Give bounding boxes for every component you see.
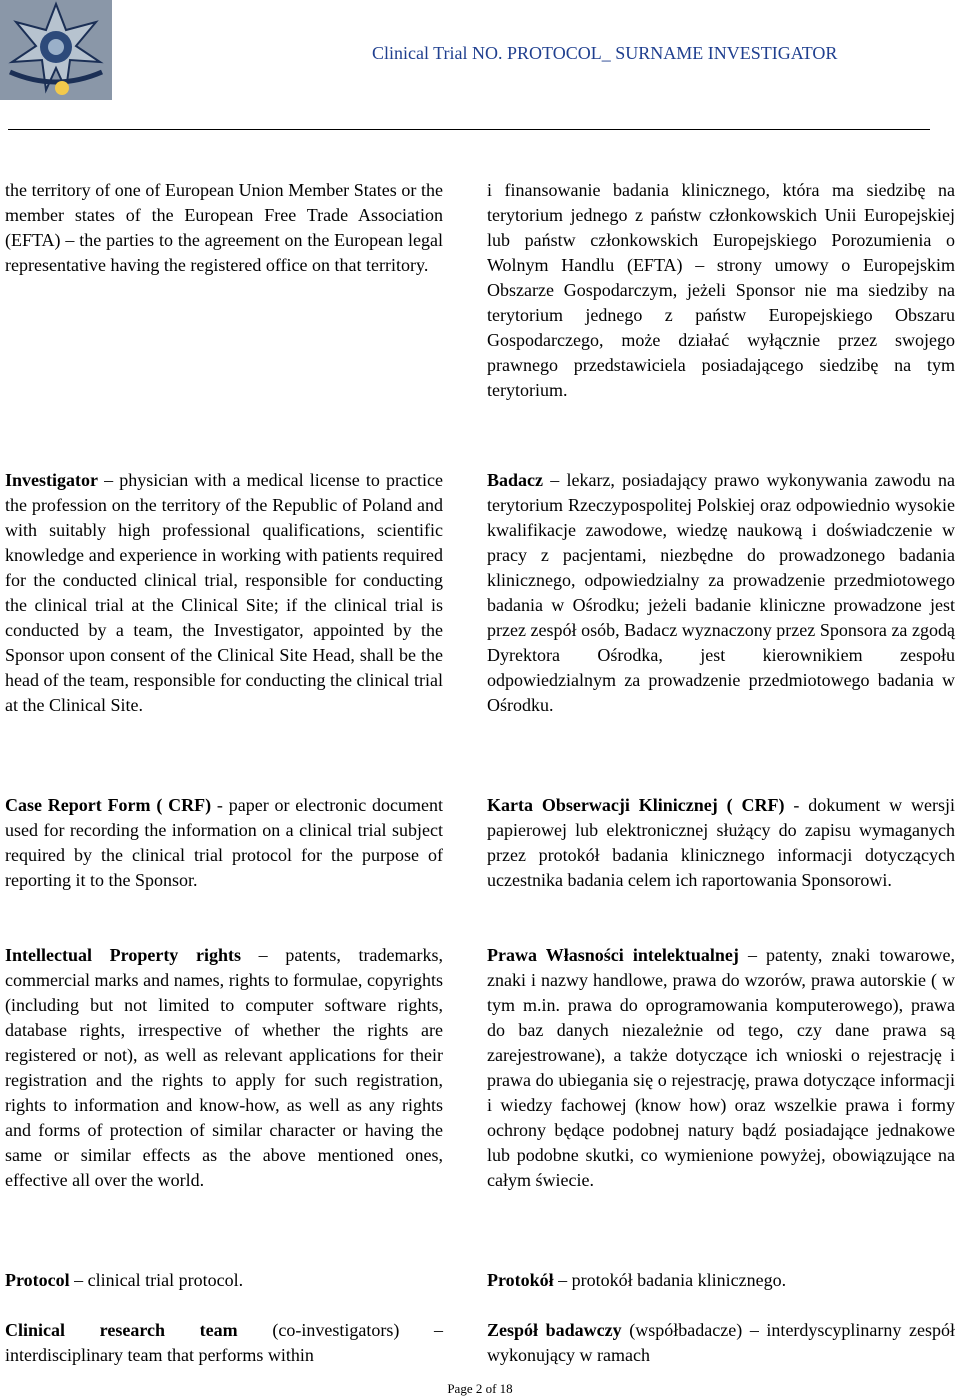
header-divider: [8, 129, 930, 130]
definicja-crf: Karta Obserwacji Klinicznej ( CRF) - dokument w wersji papierowej lub elektronicznej służący do zapisu wymaganych przez protokół badania klinicznego informacji dotyczących uczestnika badania celem ich raportowania Sponsorowi.: [487, 795, 955, 890]
page-number: Page 2 of 18: [447, 1381, 513, 1396]
definition-paragraph: the territory of one of European Union Member States or the member states of the European Free Trade Association (EFTA) – the parties to the agreement on the European legal representative having the registered office on that territory.: [5, 180, 443, 275]
definition-crf: Case Report Form ( CRF) - paper or electronic document used for recording the information on a clinical trial subject required by the clinical trial protocol for the purpose of reporting it to the Sponsor.: [5, 795, 443, 890]
cross-emblem-logo: [0, 0, 112, 100]
definicja-prawa-wlasnosci: Prawa Własności intelektualnej – patenty, znaki towarowe, znaki i nazwy handlowe, prawa do wzorów, prawa autorskie ( w tym m.in. prawa do oprogramowania komputerowego), prawa do baz danych niezależnie od tego, czy dane prawa są zarejestrowane), a także dotyczące ich wnioski o rejestrację i prawa do ubiegania się o rejestrację, prawa dotyczące informacji i wiedzy fachowej (know how) oraz wszelkie prawa i formy ochrony będące podobnej natury bądź posiadające jednakowe lub podobne skutki, co wymienione powyżej, obowiązujące na całym świecie.: [487, 945, 955, 1190]
definicja-zespol: Zespół badawczy (współbadacze) – interdyscyplinarny zespół wykonujący w ramach: [487, 1320, 956, 1365]
definicja-badacz: Badacz – lekarz, posiadający prawo wykonywania zawodu na terytorium Rzeczypospolitej Polskiej oraz odpowiednio wysokie kwalifikacje zawodowe, wiedzę naukową i doświadczenie w pracy z pacjentami, niezbędne do prowadzonego badania klinicznego, odpowiedzialny za prowadzenie przedmiotowego badania w Ośrodku; jeżeli badanie kliniczne prowadzone jest przez zespół osób, Badacz wyznaczony przez Sponsora za zgodą Dyrektora Ośrodka, jest kierownikiem zespołu odpowiedzialnym za prowadzenie przedmiotowego badania w Ośrodku.: [487, 470, 955, 715]
definicja-paragraf: i finansowanie badania klinicznego, która ma siedzibę na terytorium jednego z państw członkowskich Unii Europejskiej lub państw członkowskich Europejskiego Porozumienia o Wolnym Handlu (EFTA) – strony umowy o Europejskim Obszarze Gospodarczym, jeżeli Sponsor nie ma siedziby na terytorium jednego z państw Europejskiego Obszaru Gospodarczego, może działać wyłącznie przez swojego prawnego przedstawiciela posiadającego siedzibę na tym terytorium.: [487, 180, 955, 400]
definition-research-team: Clinical research team (co-investigators) – interdisciplinary team that performs within: [5, 1320, 443, 1365]
page-header: [0, 0, 960, 132]
definition-investigator: Investigator – physician with a medical license to practice the profession on the territory of the Republic of Poland and with suitably high professional qualifications, scientific knowledge and experience in working with patients required for the conducted clinical trial, responsible for conducting the clinical trial at the Clinical Site; if the clinical trial is conducted by a team, the Investigator, appointed by the Sponsor upon consent of the Clinical Site Head, shall be the head of the team, responsible for conducting the clinical trial at the Clinical Site.: [5, 470, 443, 715]
definition-protocol: Protocol – clinical trial protocol.: [5, 1270, 244, 1290]
document-title: Clinical Trial NO. PROTOCOL_ SURNAME INVESTIGATOR: [372, 43, 838, 63]
definicja-protokol: Protokół – protokół badania klinicznego.: [487, 1270, 787, 1290]
definition-ip-rights: Intellectual Property rights – patents, trademarks, commercial marks and names, rights to formulae, copyrights (including but not limited to computer software rights, database rights, irrespective of whether the rights are registered or not), as well as relevant applications for their registration and the rights to apply for such registration, rights to information and know-how, as well as any rights and forms of protection of similar character or having the same or similar effects as the above mentioned ones, effective all over the world.: [5, 945, 443, 1190]
